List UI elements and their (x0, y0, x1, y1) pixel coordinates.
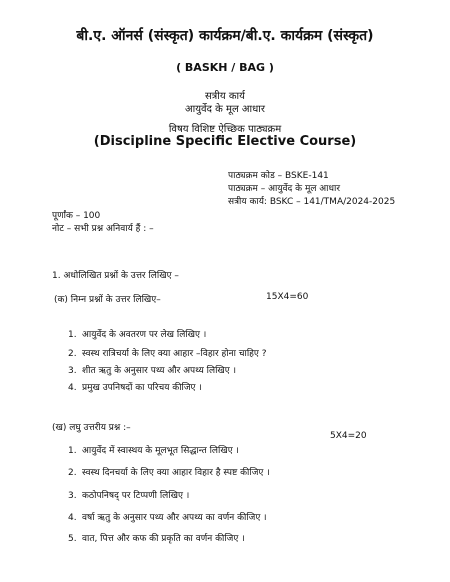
list-item: 2. स्वस्थ रात्रिचर्या के लिए क्या आहार –विहार होना चाहिए ? (68, 349, 267, 359)
course-name: पाठ्यक्रम – आयुर्वेद के मूल आधार (228, 184, 341, 194)
assignment-label: सत्रीय कार्य (205, 91, 245, 102)
list-item: 3. शीत ऋतु के अनुसार पथ्य और अपथ्य लिखिए । (68, 366, 237, 376)
elective-english: (Discipline Specific Elective Course) (93, 134, 357, 149)
list-item: 1. आयुर्वेद में स्वास्थय के मूलभूत सिद्धान्त लिखिए । (68, 446, 239, 456)
list-item: 4. वर्षा ऋतु के अनुसार पथ्य और अपथ्य का वर्णन कीजिए । (68, 513, 267, 523)
part-a-label: (क) निम्न प्रश्नों के उत्तर लिखिए– (54, 295, 161, 305)
list-item: 4. प्रमुख उपनिषदों का परिचय कीजिए । (68, 383, 202, 393)
part-b-marks: 5X4=20 (330, 431, 367, 441)
part-a-marks: 15X4=60 (266, 292, 309, 302)
list-item: 2. स्वस्थ दिनचर्या के लिए क्या आहार विहार है स्पष्ट कीजिए । (68, 468, 270, 478)
list-item: 5. वात, पित्त और कफ की प्रकृति का वर्णन कीजिए । (68, 534, 245, 544)
full-marks: पूर्णांक – 100 (52, 211, 101, 221)
elective-hindi: विषय विशिष्ट ऐच्छिक पाठ्यक्रम (168, 124, 282, 135)
instruction-note: नोट – सभी प्रश्न अनिवार्य हैं : – (52, 224, 154, 234)
programme-title: बी.ए. ऑनर्स (संस्कृत) कार्यक्रम/बी.ए. कार्यक्रम (संस्कृत) (76, 28, 374, 44)
list-item: 1. आयुर्वेद के अवतरण पर लेख लिखिए । (68, 330, 207, 340)
programme-codes: ( BASKH / BAG ) (176, 61, 274, 74)
assignment-code: सत्रीय कार्य: BSKC – 141/TMA/2024-2025 (228, 197, 396, 207)
list-item: 3. कठोपनिषद् पर टिप्पणी लिखिए । (68, 491, 190, 501)
question-1-heading: 1. अधोलिखित प्रश्नों के उत्तर लिखिए – (52, 271, 179, 281)
part-b-label: (ख) लघु उत्तरीय प्रश्न :– (52, 423, 131, 433)
course-title: आयुर्वेद के मूल आधार (185, 104, 265, 115)
course-code: पाठ्यक्रम कोड – BSKE-141 (228, 171, 329, 181)
